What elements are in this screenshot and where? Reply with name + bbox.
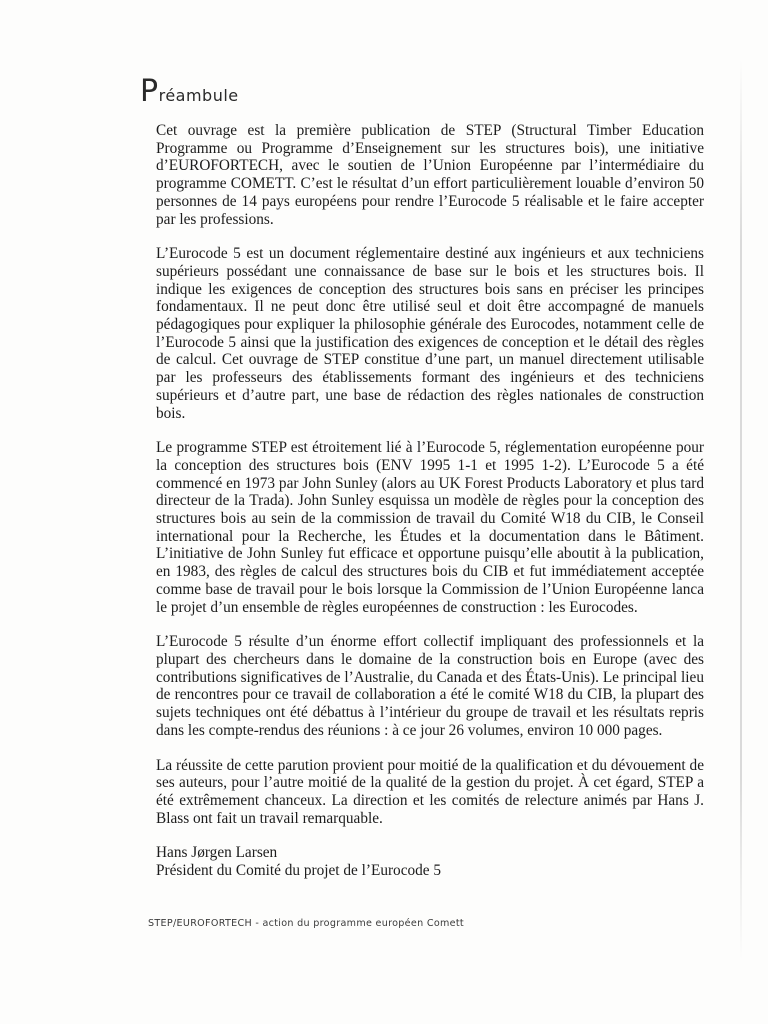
paragraph: La réussite de cette parution provient pour moitié de la qualification et du dévouement de ses auteurs, pour l’autre moitié de la qualité de la gestion du projet. À cet égard, STEP a été extrêmement chanceux. La direction et les comités de relecture animés par Hans J. Blass ont fait un travail remarquable. [156, 756, 704, 827]
page-footer: STEP/EUROFORTECH - action du programme européen Comett [148, 918, 464, 929]
title-rest: réambule [158, 86, 239, 105]
paragraph: L’Eurocode 5 est un document réglementaire destiné aux ingénieurs et aux techniciens supérieurs possédant une connaissance de base sur le bois et les structures bois. Il indique les exigences de conception des structures bois sans en préciser les principes fondamentaux. Il ne peut donc être utilisé seul et doit être accompagné de manuels pédagogiques pour expliquer la philosophie générale des Eurocodes, notamment celle de l’Eurocode 5 ainsi que la justification des exigences de conception et le détail des règles de calcul. Cet ouvrage de STEP constitue d’une part, un manuel directement utilisable par les professeurs des établissements formant des ingénieurs et des techniciens supérieurs et d’autre part, une base de rédaction des règles nationales de construction bois. [156, 245, 704, 422]
paragraph: Le programme STEP est étroitement lié à l’Eurocode 5, réglementation européenne pour la conception des structures bois (ENV 1995 1-1 et 1995 1-2). L’Eurocode 5 a été commencé en 1973 par John Sunley (alors au UK Forest Products Laboratory et plus tard directeur de la Trada). John Sunley esquissa un modèle de règles pour la conception des structures bois au sein de la commission de travail du Comité W18 du CIB, le Conseil international pour la Recherche, les Études et la documentation dans le Bâtiment. L’initiative de John Sunley fut efficace et opportune puisqu’elle aboutit à la publication, en 1983, des règles de calcul des structures bois du CIB et fut immédiatement acceptée comme base de travail pour le bois lorsque la Commission de l’Union Européenne lanca le projet d’un ensemble de règles européennes de construction : les Eurocodes. [156, 439, 704, 616]
signature-role: Président du Comité du projet de l’Eurocode 5 [156, 862, 442, 880]
title-initial: P [140, 74, 159, 109]
document-body [156, 122, 704, 880]
paragraph: L’Eurocode 5 résulte d’un énorme effort collectif impliquant des professionnels et la plupart des chercheurs dans le domaine de la construction bois en Europe (avec des contributions significatives de l’Australie, du Canada et des États-Unis). Le principal lieu de rencontres pour ce travail de collaboration a été le comité W18 du CIB, la plupart des sujets techniques ont été débattus à l’intérieur du groupe de travail et les résultats repris dans les compte-rendus des réunions : à ce jour 26 volumes, environ 10 000 pages. [156, 633, 704, 739]
page-title [140, 74, 239, 109]
page-edge-shadow [740, 60, 742, 960]
signature-name: Hans Jørgen Larsen [156, 844, 278, 862]
paragraph: Cet ouvrage est la première publication de STEP (Structural Timber Education Programme ou Programme d’Enseignement sur les structures bois), une initiative d’EUROFORTECH, avec le soutien de l’Union Européenne par l’intermédiaire du programme COMETT. C’est le résultat d’un effort particulièrement louable d’environ 50 personnes de 14 pays européens pour rendre l’Eurocode 5 réalisable et le faire accepter par les professions. [156, 122, 704, 228]
